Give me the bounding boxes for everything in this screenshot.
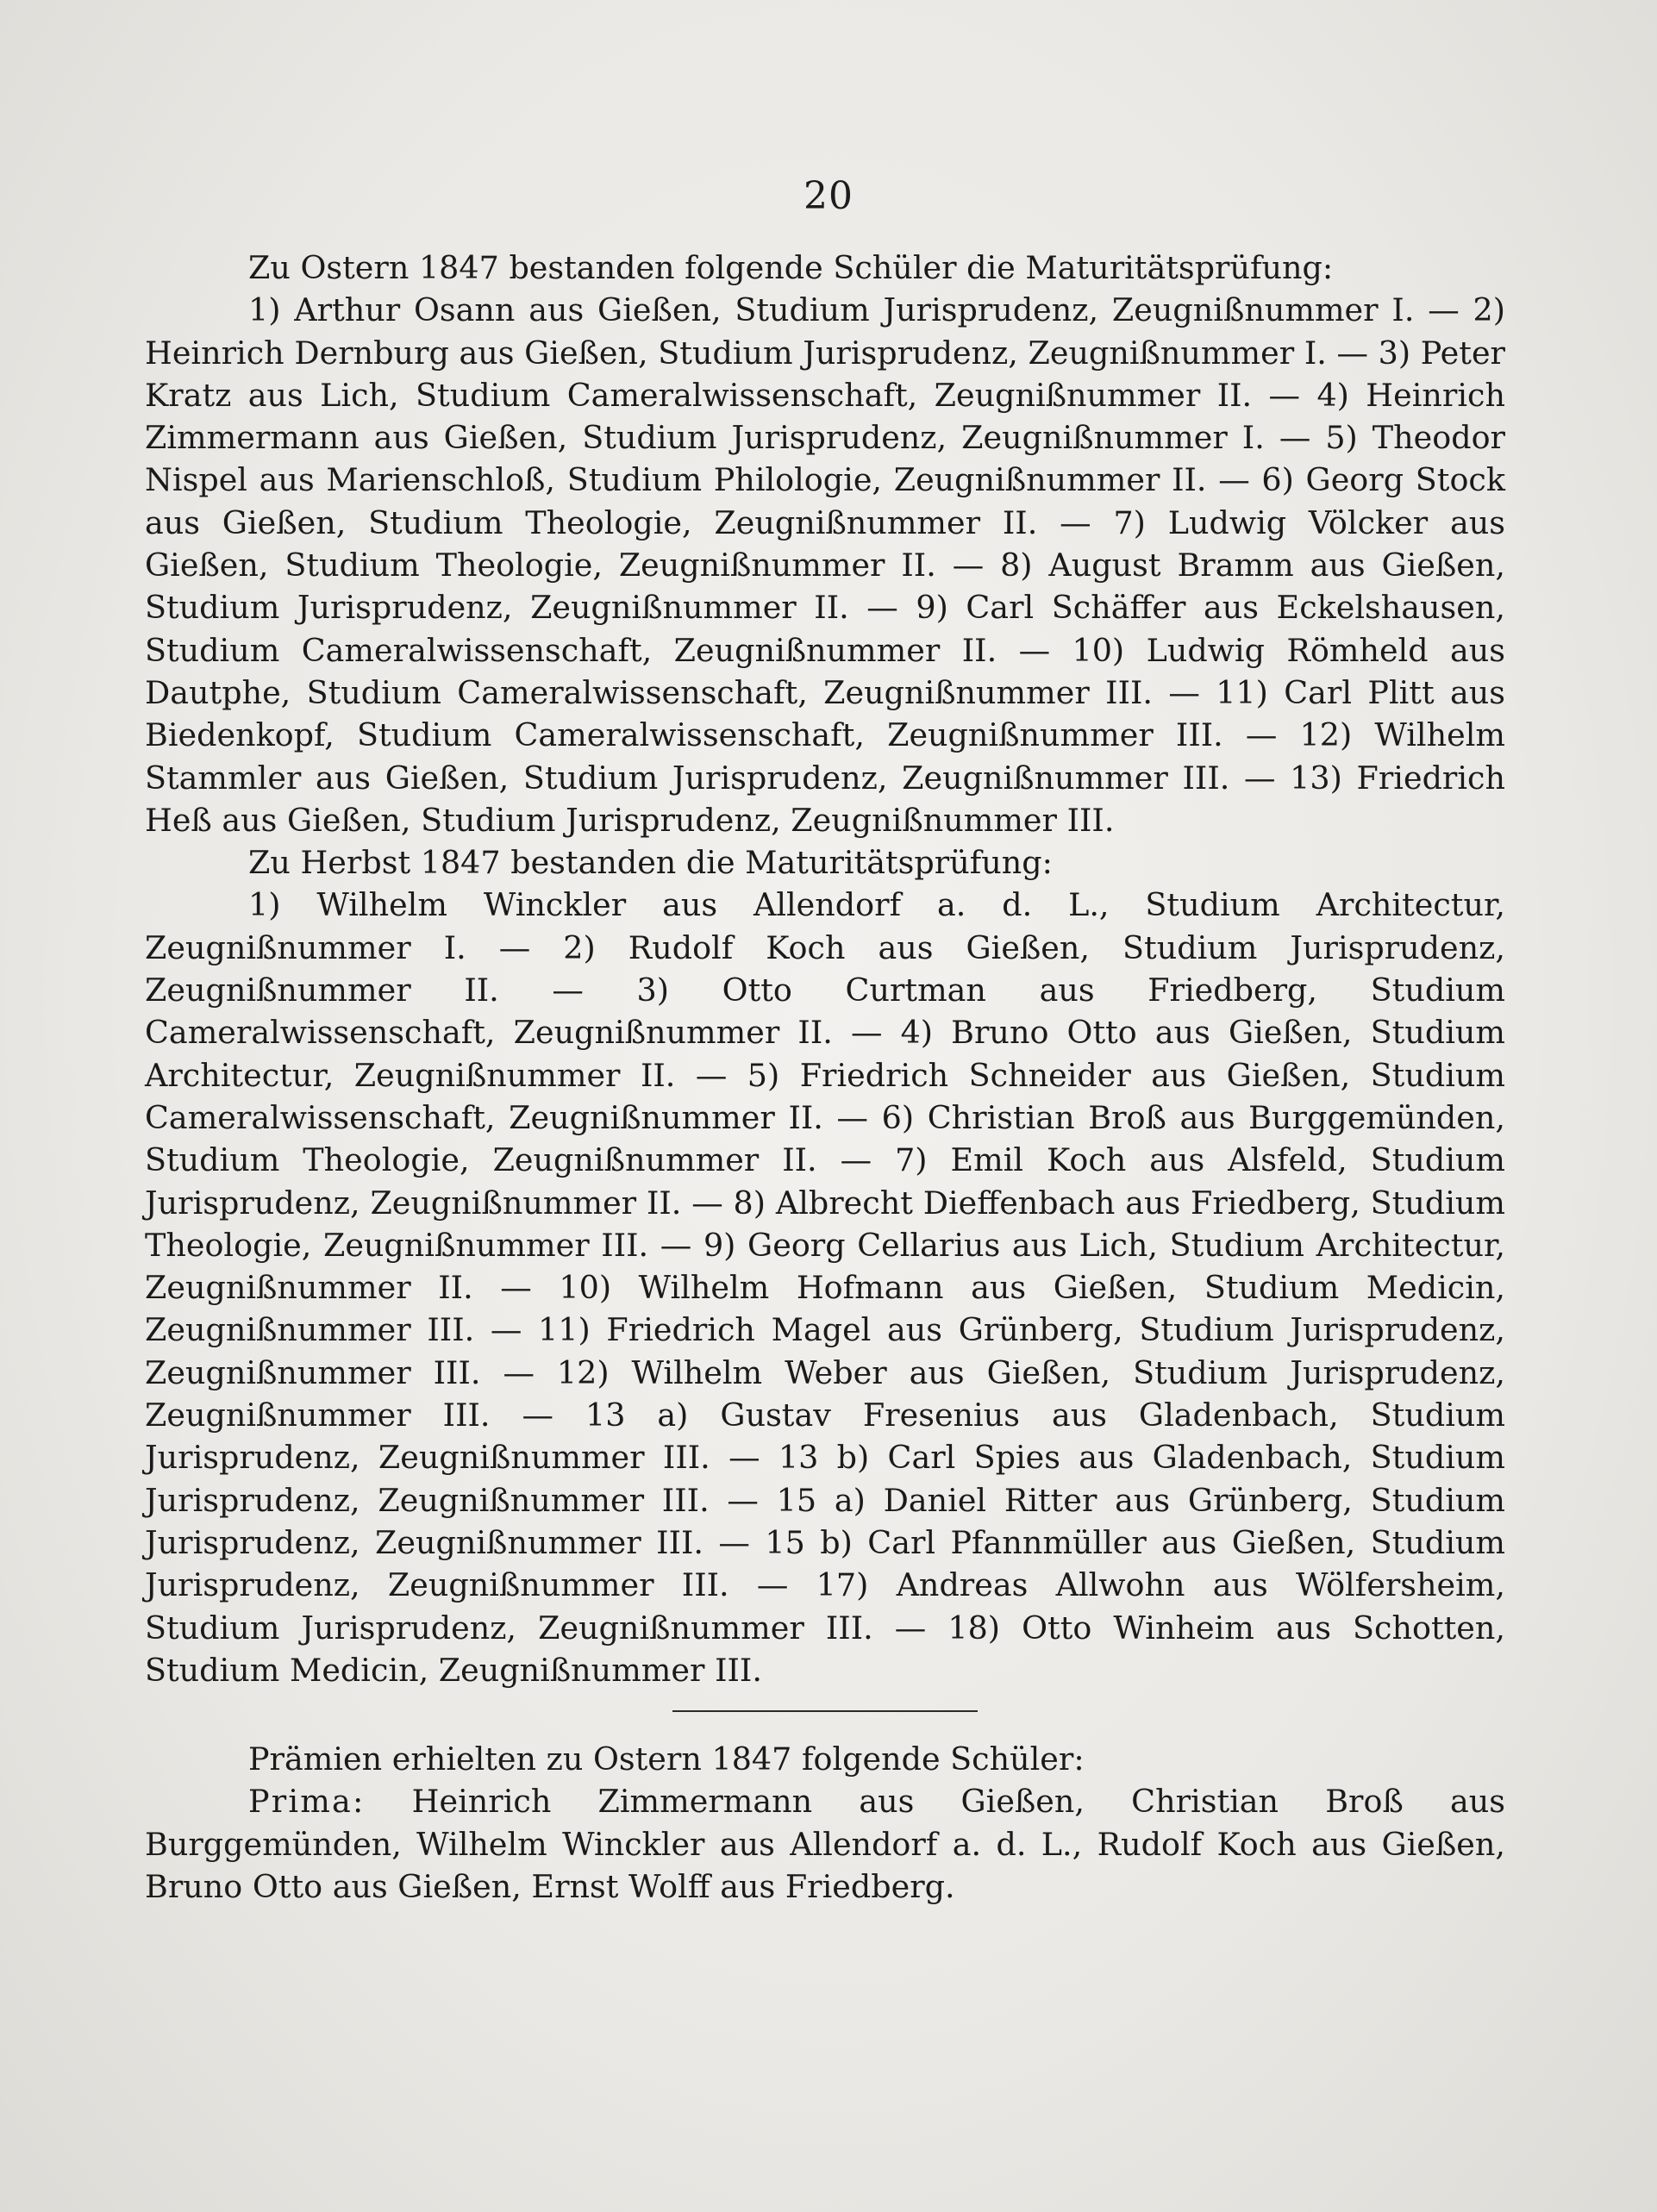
prizes-prima-paragraph	[145, 1780, 1505, 1908]
prizes-prima-label: Prima:	[248, 1783, 366, 1821]
prizes-prima-text: Heinrich Zimmermann aus Gießen, Christian Broß aus Burggemünden, Wilhelm Winckler aus Allendorf a. d. L., Rudolf Koch aus Gießen, Bruno Otto aus Gießen, Ernst Wolff aus Friedberg.	[145, 1783, 1505, 1905]
page-number: 20	[803, 174, 854, 218]
herbst-maturity-list: 1) Wilhelm Winckler aus Allendorf a. d. L., Studium Architectur, Zeugnißnummer I. — 2) Rudolf Koch aus Gießen, Studium Jurisprudenz, Zeugnißnummer II. — 3) Otto Curtman aus Friedberg, Studium Cameralwissenschaft, Zeugnißnummer II. — 4) Bruno Otto aus Gießen, Studium Architectur, Zeugnißnummer II. — 5) Friedrich Schneider aus Gießen, Studium Cameralwissenschaft, Zeugnißnummer II. — 6) Christian Broß aus Burggemünden, Studium Theologie, Zeugnißnummer II. — 7) Emil Koch aus Alsfeld, Studium Jurisprudenz, Zeugnißnummer II. — 8) Albrecht Dieffenbach aus Friedberg, Studium Theologie, Zeugnißnummer III. — 9) Georg Cellarius aus Lich, Studium Architectur, Zeugnißnummer II. — 10) Wilhelm Hofmann aus Gießen, Studium Medicin, Zeugnißnummer III. — 11) Friedrich Magel aus Grünberg, Studium Jurisprudenz, Zeugnißnummer III. — 12) Wilhelm Weber aus Gießen, Studium Jurisprudenz, Zeugnißnummer III. — 13 a) Gustav Fresenius aus Gladenbach, Studium Jurisprudenz, Zeugnißnummer III. — 13 b) Carl Spies aus Gladenbach, Studium Jurisprudenz, Zeugnißnummer III. — 15 a) Daniel Ritter aus Grünberg, Studium Jurisprudenz, Zeugnißnummer III. — 15 b) Carl Pfannmüller aus Gießen, Studium Jurisprudenz, Zeugnißnummer III. — 17) Andreas Allwohn aus Wölfersheim, Studium Jurisprudenz, Zeugnißnummer III. — 18) Otto Winheim aus Schotten, Studium Medicin, Zeugnißnummer III.	[145, 886, 1505, 1689]
ostern-maturity-heading: Zu Ostern 1847 bestanden folgende Schüler die Maturitätsprüfung:	[248, 249, 1334, 286]
herbst-maturity-heading: Zu Herbst 1847 bestanden die Maturitätsprüfung:	[248, 844, 1053, 882]
document-body	[145, 247, 1505, 1908]
ostern-maturity-list: 1) Arthur Osann aus Gießen, Studium Jurisprudenz, Zeugnißnummer I. — 2) Heinrich Dernburg aus Gießen, Studium Jurisprudenz, Zeugnißnummer I. — 3) Peter Kratz aus Lich, Studium Cameralwissenschaft, Zeugnißnummer II. — 4) Heinrich Zimmermann aus Gießen, Studium Jurisprudenz, Zeugnißnummer I. — 5) Theodor Nispel aus Marienschloß, Studium Philologie, Zeugnißnummer II. — 6) Georg Stock aus Gießen, Studium Theologie, Zeugnißnummer II. — 7) Ludwig Völcker aus Gießen, Studium Theologie, Zeugnißnummer II. — 8) August Bramm aus Gießen, Studium Jurisprudenz, Zeugnißnummer II. — 9) Carl Schäffer aus Eckelshausen, Studium Cameralwissenschaft, Zeugnißnummer II. — 10) Ludwig Römheld aus Dautphe, Studium Cameralwissenschaft, Zeugnißnummer III. — 11) Carl Plitt aus Biedenkopf, Studium Cameralwissenschaft, Zeugnißnummer III. — 12) Wilhelm Stammler aus Gießen, Studium Jurisprudenz, Zeugnißnummer III. — 13) Friedrich Heß aus Gießen, Studium Jurisprudenz, Zeugnißnummer III.	[145, 291, 1505, 839]
prizes-heading: Prämien erhielten zu Ostern 1847 folgende Schüler:	[248, 1740, 1085, 1778]
section-divider	[672, 1710, 978, 1712]
